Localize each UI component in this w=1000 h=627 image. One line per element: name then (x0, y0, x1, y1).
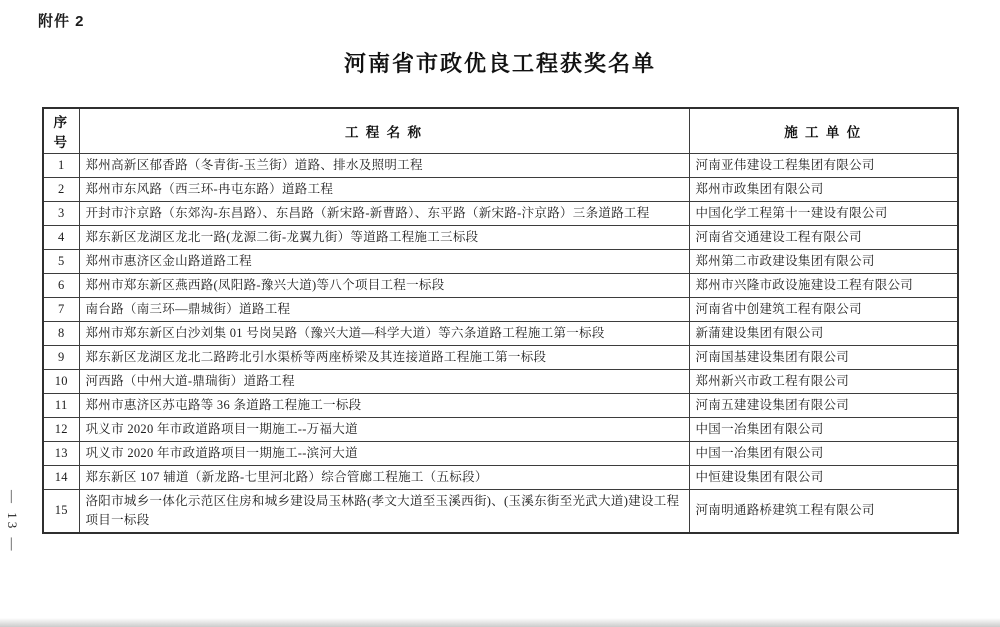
construction-unit-cell: 中国一冶集团有限公司 (689, 418, 958, 442)
table-row (43, 322, 958, 346)
row-index-cell: 15 (43, 490, 79, 533)
row-index-cell: 5 (43, 250, 79, 274)
project-name-cell: 郑东新区 107 辅道（新龙路-七里河北路）综合管廊工程施工（五标段） (79, 466, 689, 490)
page-number: — 13 — (5, 490, 20, 554)
row-index-cell: 1 (43, 154, 79, 178)
row-index-cell: 7 (43, 298, 79, 322)
construction-unit-cell: 中国一冶集团有限公司 (689, 442, 958, 466)
table-row (43, 466, 958, 490)
row-index-cell: 3 (43, 202, 79, 226)
construction-unit-cell: 中恒建设集团有限公司 (689, 466, 958, 490)
row-index-cell: 12 (43, 418, 79, 442)
row-index-cell: 13 (43, 442, 79, 466)
row-index-cell: 8 (43, 322, 79, 346)
table-row (43, 298, 958, 322)
construction-unit-cell: 河南省交通建设工程有限公司 (689, 226, 958, 250)
project-name-cell: 郑州高新区郁香路（冬青街-玉兰街）道路、排水及照明工程 (79, 154, 689, 178)
page-title: 河南省市政优良工程获奖名单 (343, 51, 656, 76)
table-row (43, 202, 958, 226)
construction-unit-cell: 郑州市兴隆市政设施建设工程有限公司 (689, 274, 958, 298)
row-index-cell: 10 (43, 370, 79, 394)
project-name-cell: 郑州市惠济区苏屯路等 36 条道路工程施工一标段 (79, 394, 689, 418)
construction-unit-cell: 河南亚伟建设工程集团有限公司 (689, 154, 958, 178)
construction-unit-cell: 郑州市政集团有限公司 (689, 178, 958, 202)
project-name-cell: 开封市汴京路（东郊沟-东昌路）、东昌路（新宋路-新曹路）、东平路（新宋路-汴京路）三条道路工程 (79, 202, 689, 226)
row-index-cell: 2 (43, 178, 79, 202)
header-construction-unit: 施 工 单 位 (689, 108, 958, 154)
table-row (43, 226, 958, 250)
table-row (43, 346, 958, 370)
table-row (43, 418, 958, 442)
table-row (43, 442, 958, 466)
row-index-cell: 6 (43, 274, 79, 298)
header-project-name: 工 程 名 称 (79, 108, 689, 154)
row-index-cell: 14 (43, 466, 79, 490)
project-name-cell: 郑东新区龙湖区龙北二路跨北引水渠桥等两座桥梁及其连接道路工程施工第一标段 (79, 346, 689, 370)
construction-unit-cell: 新蒲建设集团有限公司 (689, 322, 958, 346)
project-name-cell: 郑州市郑东新区燕西路(凤阳路-豫兴大道)等八个项目工程一标段 (79, 274, 689, 298)
construction-unit-cell: 河南国基建设集团有限公司 (689, 346, 958, 370)
construction-unit-cell: 中国化学工程第十一建设有限公司 (689, 202, 958, 226)
project-name-cell: 郑州市惠济区金山路道路工程 (79, 250, 689, 274)
row-index-cell: 11 (43, 394, 79, 418)
table-header-row (43, 108, 958, 154)
construction-unit-cell: 河南五建建设集团有限公司 (689, 394, 958, 418)
table-row (43, 490, 958, 533)
header-index: 序号 (43, 108, 79, 154)
construction-unit-cell: 郑州第二市政建设集团有限公司 (689, 250, 958, 274)
table-row (43, 250, 958, 274)
attachment-label: 附件 2 (38, 13, 85, 30)
row-index-cell: 4 (43, 226, 79, 250)
page-bottom-edge (0, 618, 1000, 627)
project-name-cell: 南台路（南三环—鼎城街）道路工程 (79, 298, 689, 322)
table-row (43, 178, 958, 202)
project-name-cell: 河西路（中州大道-鼎瑞街）道路工程 (79, 370, 689, 394)
construction-unit-cell: 河南明通路桥建筑工程有限公司 (689, 490, 958, 533)
table-body (43, 154, 958, 533)
project-name-cell: 巩义市 2020 年市政道路项目一期施工--滨河大道 (79, 442, 689, 466)
project-name-cell: 郑州市东风路（西三环-冉屯东路）道路工程 (79, 178, 689, 202)
awards-table (42, 107, 959, 534)
construction-unit-cell: 郑州新兴市政工程有限公司 (689, 370, 958, 394)
row-index-cell: 9 (43, 346, 79, 370)
project-name-cell: 洛阳市城乡一体化示范区住房和城乡建设局玉林路(孝文大道至玉溪西街)、(玉溪东街至光武大道)建设工程项目一标段 (79, 490, 689, 533)
table-row (43, 274, 958, 298)
table-row (43, 154, 958, 178)
table-row (43, 394, 958, 418)
project-name-cell: 郑东新区龙湖区龙北一路(龙源二街-龙翼九街）等道路工程施工三标段 (79, 226, 689, 250)
project-name-cell: 郑州市郑东新区白沙刘集 01 号岗吴路（豫兴大道—科学大道）等六条道路工程施工第一标段 (79, 322, 689, 346)
table-row (43, 370, 958, 394)
construction-unit-cell: 河南省中创建筑工程有限公司 (689, 298, 958, 322)
project-name-cell: 巩义市 2020 年市政道路项目一期施工--万福大道 (79, 418, 689, 442)
